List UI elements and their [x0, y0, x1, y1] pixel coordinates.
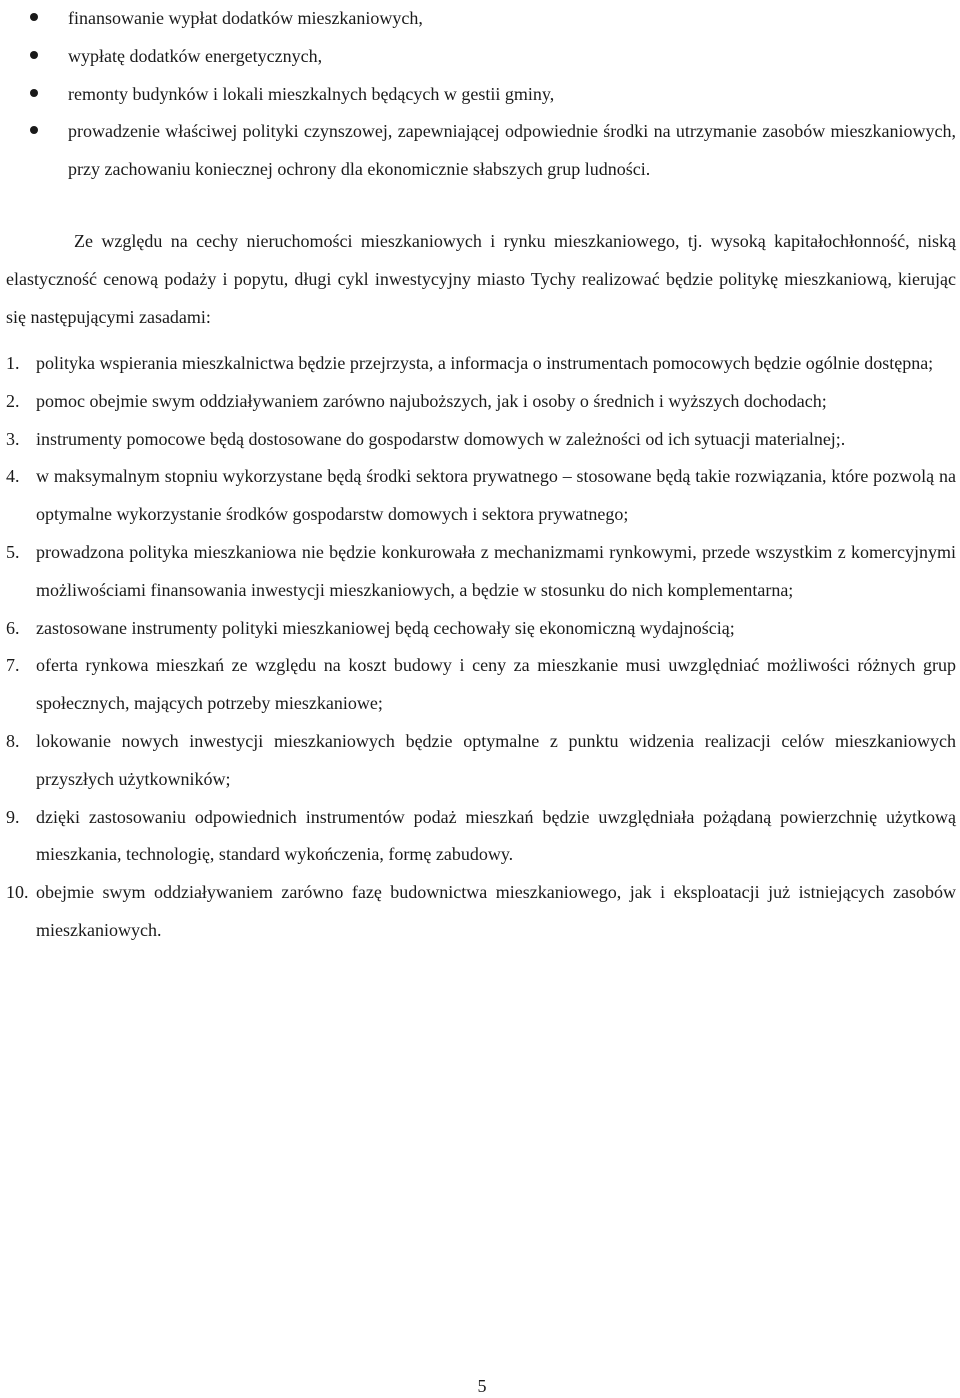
principle-number: 5. [6, 541, 20, 562]
bullet-item [0, 0, 960, 38]
principle-item [0, 723, 960, 799]
principle-text: w maksymalnym stopniu wykorzystane będą środki sektora prywatnego – stosowane będą takie rozwiązania, które pozwolą na optymalne wykorzystanie środków gospodarstw domowych i sektora prywatnego; [36, 466, 956, 525]
principle-item [0, 610, 960, 648]
principle-item [0, 874, 960, 950]
principle-text: polityka wspierania mieszkalnictwa będzie przejrzysta, a informacja o instrumentach pomocowych będzie ogólnie dostępna; [36, 353, 934, 373]
principle-item [0, 647, 960, 723]
principle-text: instrumenty pomocowe będą dostosowane do gospodarstw domowych w zależności od ich sytuacji materialnej;. [36, 428, 846, 449]
bullet-icon [30, 51, 38, 59]
principle-item [0, 799, 960, 875]
principle-number: 7. [6, 655, 20, 676]
bullet-text: finansowanie wypłat dodatków mieszkaniowych, [68, 8, 423, 28]
bullet-icon [30, 126, 38, 134]
intro-paragraph: Ze względu na cechy nieruchomości mieszkaniowych i rynku mieszkaniowego, tj. wysoką kapitałochłonność, niską elastyczność cenową podaży i popytu, długi cykl inwestycyjny miasto Tychy realizować będzie politykę mieszkaniową, kierując się następującymi zasadami: [6, 231, 956, 327]
principle-text: prowadzona polityka mieszkaniowa nie będzie konkurowała z mechanizmami rynkowymi, przede wszystkim z komercyjnymi możliwościami finansowania inwestycji mieszkaniowych, a będzie w stosunku do nich komplementarna; [36, 541, 956, 600]
principle-number: 1. [6, 353, 20, 373]
principle-item [0, 383, 960, 421]
principle-item [0, 345, 960, 383]
bullet-list [0, 0, 960, 189]
bullet-icon [30, 89, 38, 97]
principle-number: 9. [6, 806, 20, 827]
bullet-text: remonty budynków i lokali mieszkalnych będących w gestii gminy, [68, 83, 555, 104]
bullet-icon [30, 13, 38, 21]
bullet-text: wypłatę dodatków energetycznych, [68, 45, 323, 66]
principle-text: pomoc obejmie swym oddziaływaniem zarówno najuboższych, jak i osoby o średnich i wyższych dochodach; [36, 390, 827, 411]
principle-text: zastosowane instrumenty polityki mieszkaniowej będą cechowały się ekonomiczną wydajnością; [36, 617, 735, 638]
bullet-text: prowadzenie właściwej polityki czynszowej, zapewniającej odpowiednie środki na utrzymanie zasobów mieszkaniowych, przy zachowaniu koniecznej ochrony dla ekonomicznie słabszych grup ludności. [68, 121, 956, 180]
principle-number: 4. [6, 466, 20, 487]
page-number: 5 [477, 1376, 487, 1396]
principle-number: 3. [6, 428, 20, 449]
principle-text: dzięki zastosowaniu odpowiednich instrumentów podaż mieszkań będzie uwzględniała pożądaną powierzchnię użytkową mieszkania, technologię, standard wykończenia, formę zabudowy. [36, 806, 956, 865]
principle-text: oferta rynkowa mieszkań ze względu na koszt budowy i ceny za mieszkanie musi uwzględniać możliwości różnych grup społecznych, mających potrzeby mieszkaniowe; [36, 655, 956, 714]
bullet-item [0, 76, 960, 114]
bullet-item [0, 113, 960, 189]
principle-item [0, 534, 960, 610]
bullet-item [0, 38, 960, 76]
principles-list [0, 345, 960, 950]
principle-number: 10. [6, 882, 29, 903]
principle-number: 2. [6, 390, 20, 411]
principle-number: 6. [6, 617, 20, 638]
principle-item [0, 421, 960, 459]
principle-item [0, 458, 960, 534]
principle-text: obejmie swym oddziaływaniem zarówno fazę budownictwa mieszkaniowego, jak i eksploatacji już istniejących zasobów mieszkaniowych. [36, 882, 956, 940]
principle-number: 8. [6, 730, 20, 751]
principle-text: lokowanie nowych inwestycji mieszkaniowych będzie optymalne z punktu widzenia realizacji celów mieszkaniowych przyszłych użytkowników; [36, 730, 956, 789]
